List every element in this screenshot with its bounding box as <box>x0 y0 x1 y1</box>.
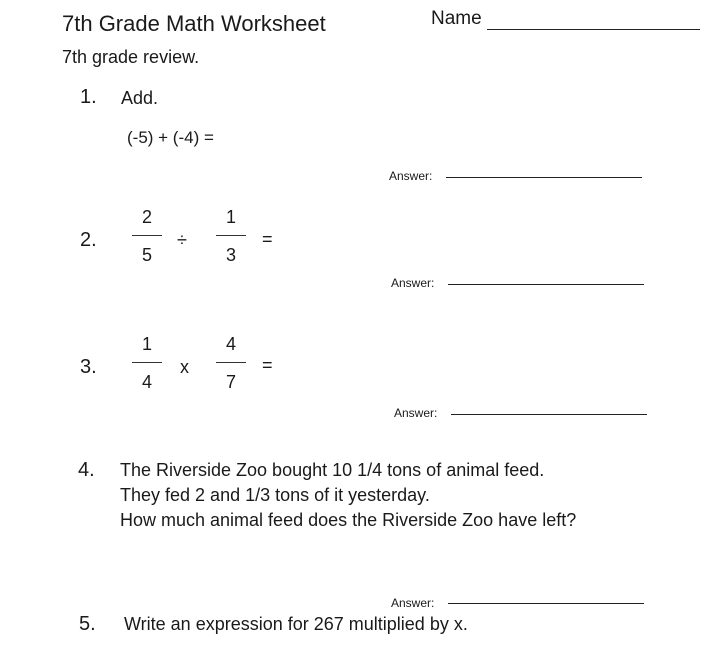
question-3-number: 3. <box>80 356 97 378</box>
question-2-fraction-a <box>132 205 162 267</box>
question-2-equals: = <box>262 229 273 249</box>
question-3-equals: = <box>262 355 273 375</box>
question-4-number: 4. <box>78 459 95 481</box>
fraction-denominator: 5 <box>141 245 152 265</box>
fraction-denominator: 7 <box>225 372 236 392</box>
fraction-numerator: 1 <box>225 207 236 227</box>
question-2-answer-line[interactable] <box>448 284 644 285</box>
question-2-operator: ÷ <box>177 230 187 250</box>
question-1-expression: (-5) + (-4) = <box>127 128 214 147</box>
fraction-denominator: 4 <box>141 372 152 392</box>
question-5-number: 5. <box>79 613 96 635</box>
fraction-bar <box>216 362 246 363</box>
fraction-bar <box>132 235 162 236</box>
question-2-answer-label: Answer: <box>391 276 435 290</box>
question-1-answer-line[interactable] <box>446 177 642 178</box>
question-3-answer-label: Answer: <box>394 406 438 420</box>
question-1-instruction: Add. <box>121 88 159 108</box>
question-3-answer-line[interactable] <box>451 414 647 415</box>
question-4-line-3: How much animal feed does the Riverside Zoo have left? <box>120 510 577 530</box>
name-input-line[interactable] <box>487 29 700 30</box>
worksheet-subtitle: 7th grade review. <box>62 47 200 67</box>
worksheet-title: 7th Grade Math Worksheet <box>62 11 326 36</box>
question-4-answer-line[interactable] <box>448 603 644 604</box>
question-5-text: Write an expression for 267 multiplied by x. <box>124 614 468 634</box>
fraction-bar <box>132 362 162 363</box>
fraction-numerator: 4 <box>225 334 236 354</box>
question-1-number: 1. <box>80 86 97 108</box>
question-3-fraction-a <box>132 332 162 394</box>
fraction-numerator: 1 <box>141 334 152 354</box>
fraction-numerator: 2 <box>141 207 152 227</box>
question-3-operator: x <box>180 357 189 377</box>
question-2-fraction-b <box>216 205 246 267</box>
name-label: Name <box>431 8 482 29</box>
question-2-number: 2. <box>80 229 97 251</box>
question-4-line-1: The Riverside Zoo bought 10 1/4 tons of animal feed. <box>120 460 545 480</box>
fraction-denominator: 3 <box>225 245 236 265</box>
question-4-line-2: They fed 2 and 1/3 tons of it yesterday. <box>120 485 430 505</box>
fraction-bar <box>216 235 246 236</box>
question-1-answer-label: Answer: <box>389 169 433 183</box>
question-4-answer-label: Answer: <box>391 596 435 610</box>
question-3-fraction-b <box>216 332 246 394</box>
